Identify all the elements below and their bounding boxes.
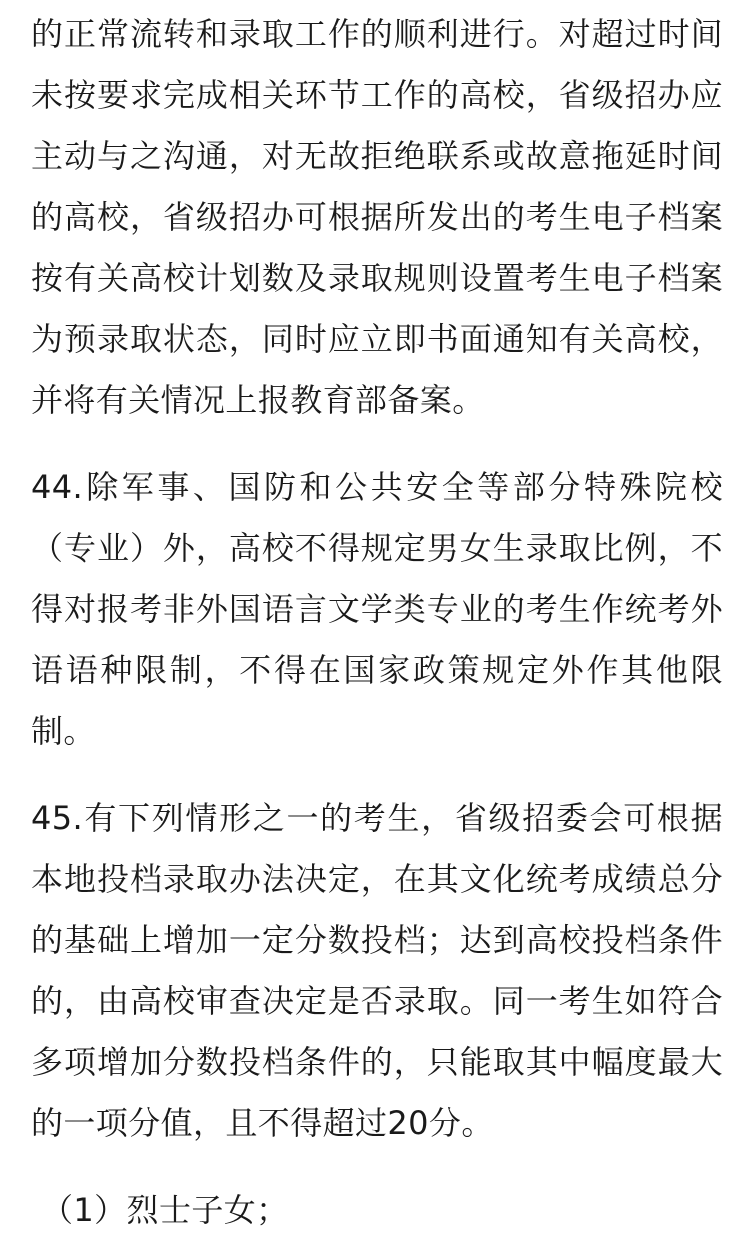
paragraph-article-45: 45.有下列情形之一的考生，省级招委会可根据本地投档录取办法决定，在其文化统考成绩总分的基础上增加一定分数投档；达到高校投档条件的，由高校审查决定是否录取。同一考生如符合多项增加分数投档条件的，只能取其中幅度最大的一项分值，且不得超过20分。 [31, 799, 723, 1142]
paragraph-spacer [31, 1154, 723, 1180]
paragraph-spacer [31, 762, 723, 788]
paragraph-admission-process: 的正常流转和录取工作的顺利进行。对超过时间未按要求完成相关环节工作的高校，省级招办应主动与之沟通，对无故拒绝联系或故意拖延时间的高校，省级招办可根据所发出的考生电子档案按有关高校计划数及录取规则设置考生电子档案为预录取状态，同时应立即书面通知有关高校，并将有关情况上报教育部备案。 [31, 15, 723, 419]
paragraph-article-44: 44.除军事、国防和公共安全等部分特殊院校（专业）外，高校不得规定男女生录取比例，不得对报考非外国语言文学类专业的考生作统考外语语种限制，不得在国家政策规定外作其他限制。 [31, 468, 723, 750]
list-item-martyr-children: （1）烈士子女； [41, 1191, 289, 1229]
paragraph-spacer [31, 431, 723, 457]
article-body [31, 4, 723, 1241]
